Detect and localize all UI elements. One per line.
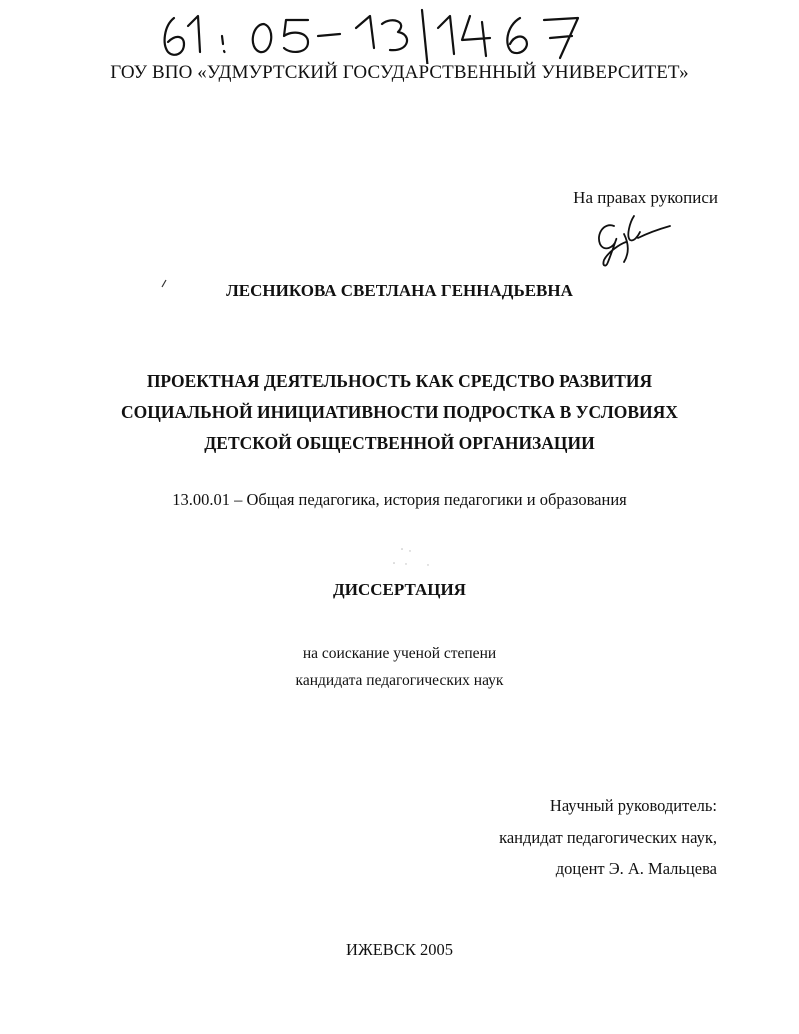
- handwritten-number-icon: [160, 4, 640, 64]
- title-line: ДЕТСКОЙ ОБЩЕСТВЕННОЙ ОРГАНИЗАЦИИ: [204, 433, 595, 453]
- institution-name: ГОУ ВПО «УДМУРТСКИЙ ГОСУДАРСТВЕННЫЙ УНИВЕРСИТЕТ»: [110, 62, 689, 83]
- dissertation-title: [0, 366, 799, 459]
- author-name: ЛЕСНИКОВА СВЕТЛАНА ГЕННАДЬЕВНА: [226, 281, 573, 300]
- supervisor-line: Научный руководитель:: [549, 796, 717, 815]
- supervisor-line: доцент Э. А. Мальцева: [555, 859, 717, 878]
- scan-specks: [380, 545, 440, 570]
- title-line: ПРОЕКТНАЯ ДЕЯТЕЛЬНОСТЬ КАК СРЕДСТВО РАЗВИТИЯ: [146, 371, 653, 391]
- manuscript-rights-label: На правах рукописи: [573, 188, 718, 207]
- degree-statement: [0, 640, 799, 694]
- specialty-code: 13.00.01 – Общая педагогика, история педагогики и образования: [172, 490, 627, 509]
- signature: [590, 212, 680, 270]
- title-line: СОЦИАЛЬНОЙ ИНИЦИАТИВНОСТИ ПОДРОСТКА В УСЛОВИЯХ: [121, 402, 678, 422]
- supervisor-block: [400, 790, 717, 885]
- document-type: ДИССЕРТАЦИЯ: [333, 580, 466, 599]
- supervisor-line: кандидат педагогических наук,: [499, 827, 717, 847]
- handwritten-archive-number: [160, 4, 640, 64]
- degree-line: кандидата педагогических наук: [295, 672, 504, 689]
- city-year: ИЖЕВСК 2005: [346, 940, 453, 959]
- degree-line: на соискание ученой степени: [302, 645, 497, 662]
- signature-icon: [590, 212, 680, 270]
